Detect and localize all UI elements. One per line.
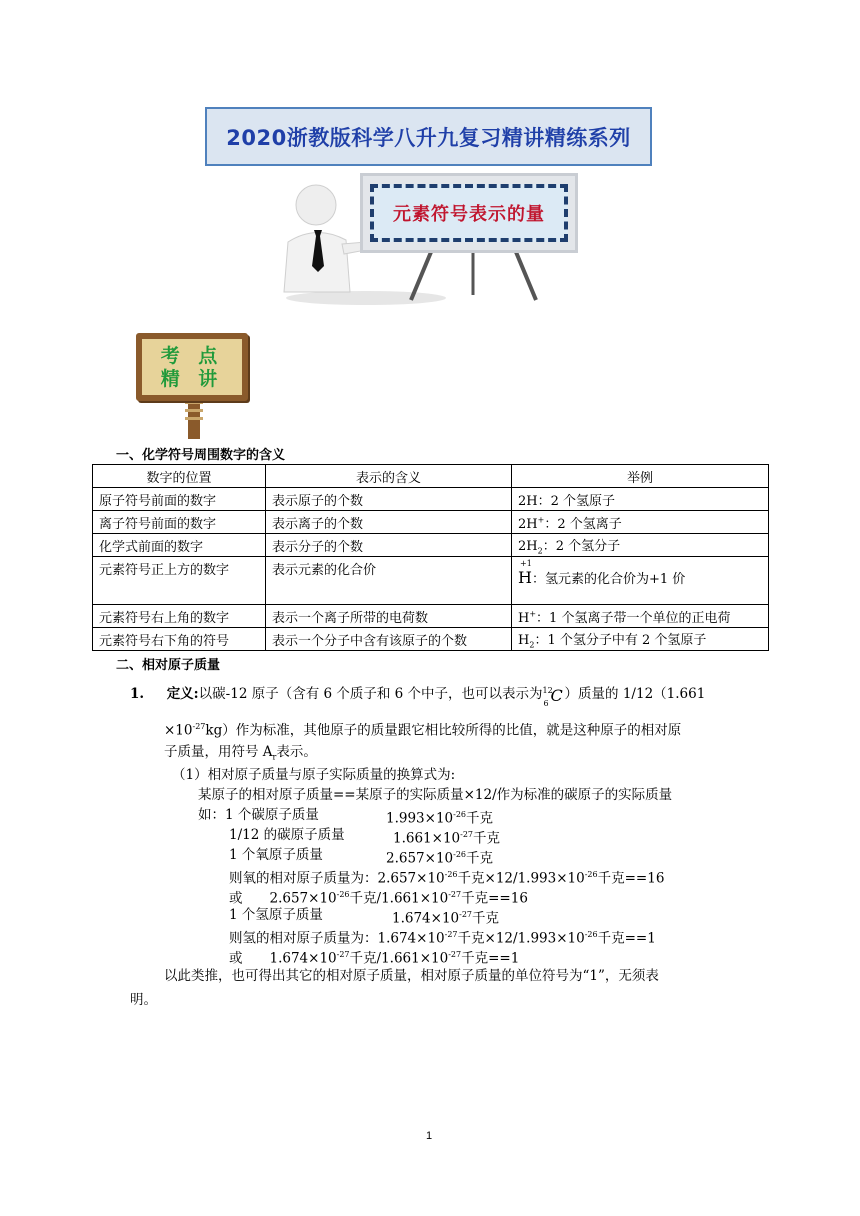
table-cell: 表示离子的个数 bbox=[266, 511, 512, 534]
sign-line-2: 精 讲 bbox=[160, 368, 224, 390]
example-hydrogen-calc: 则氢的相对原子质量为：$1.674\times 10^{-27}$千克$\times 12/1.993\times 10^{-26}$千克==1 bbox=[229, 930, 656, 947]
table-header-row bbox=[93, 465, 769, 488]
example-oxygen-alt: 或 $2.657\times 10^{-26}$千克$/1.661\times 10^{-27}$千克==16 bbox=[229, 890, 528, 907]
example-text: ：2 个氢分子 bbox=[542, 538, 621, 554]
table-header: 数字的位置 bbox=[93, 465, 266, 488]
table-cell: $H_2$：1 个氢分子中有 2 个氢原子 bbox=[512, 628, 769, 651]
title-box bbox=[205, 107, 652, 166]
section-heading-2: 二、相对原子质量 bbox=[116, 658, 221, 673]
page-title: 2020浙教版科学八升九复习精讲精练系列 bbox=[226, 125, 631, 150]
table-cell: 表示一个离子所带的电荷数 bbox=[266, 605, 512, 628]
table-row bbox=[93, 488, 769, 511]
example-text: ：1 个氢离子带一个单位的正电荷 bbox=[536, 610, 731, 626]
example-text: ：1 个氢分子中有 2 个氢原子 bbox=[534, 632, 707, 648]
board bbox=[360, 173, 578, 253]
board-title: 元素符号表示的量 bbox=[393, 204, 545, 225]
sign-line-1: 考 点 bbox=[160, 345, 224, 367]
table-row bbox=[93, 557, 769, 605]
table-cell: 元素符号右上角的数字 bbox=[93, 605, 266, 628]
table-cell: 化学式前面的数字 bbox=[93, 534, 266, 557]
example-oxygen: 1 个氧原子质量 bbox=[229, 847, 323, 863]
example-hydrogen: 1 个氢原子质量 bbox=[229, 907, 323, 923]
table-cell: +1 H：氢元素的化合价为+1 价 bbox=[512, 557, 769, 605]
table-row bbox=[93, 628, 769, 651]
table-cell: 表示一个分子中含有该原子的个数 bbox=[266, 628, 512, 651]
example-carbon-value: $1.993\times 10^{-26}$千克 bbox=[386, 810, 494, 827]
definition-number: 1. bbox=[130, 686, 145, 702]
definition-line-2: $\times 10^{-27}kg$）作为标准，其他原子的质量跟它相比较所得的比值，就是这种原子的相对原 bbox=[164, 722, 682, 739]
example-carbon: 如：1 个碳原子质量 bbox=[198, 807, 319, 823]
conclusion-line-1: 以此类推，也可得出其它的相对原子质量，相对原子质量的单位符号为“1”，无须表 bbox=[164, 968, 659, 984]
table-cell: 2H+：2 个氢离子 bbox=[512, 511, 769, 534]
carbon-12-notation: 12 6 C bbox=[542, 685, 563, 708]
definition-label: 定义: bbox=[166, 686, 199, 702]
table-cell: 元素符号正上方的数字 bbox=[93, 557, 266, 605]
table-cell: 表示原子的个数 bbox=[266, 488, 512, 511]
table-cell: 原子符号前面的数字 bbox=[93, 488, 266, 511]
table-cell: 离子符号前面的数字 bbox=[93, 511, 266, 534]
board-frame bbox=[370, 184, 568, 242]
table-cell: 2H：2 个氢原子 bbox=[512, 488, 769, 511]
formula: 某原子的相对原子质量==某原子的实际质量×12/作为标准的碳原子的实际质量 bbox=[198, 787, 673, 803]
page-number: 1 bbox=[426, 1130, 433, 1142]
example-one-twelfth-value: $1.661\times 10^{-27}$千克 bbox=[393, 830, 501, 847]
subsection-1: （1）相对原子质量与原子实际质量的换算式为: bbox=[172, 767, 456, 783]
example-text: ：2 个氢离子 bbox=[544, 516, 622, 532]
table-row bbox=[93, 534, 769, 557]
table-cell: 表示分子的个数 bbox=[266, 534, 512, 557]
table-cell: $2H_2$：2 个氢分子 bbox=[512, 534, 769, 557]
symbol-number-table bbox=[92, 464, 769, 651]
definition-line-1: 1. 定义:以碳-12 原子（含有 6 个质子和 6 个中子，也可以表示为 12 6 C ）质量的 1/12（1.661 bbox=[130, 685, 706, 708]
example-hydrogen-value: $1.674\times 10^{-27}$千克 bbox=[392, 910, 500, 927]
conclusion-line-2: 明。 bbox=[130, 992, 157, 1008]
example-oxygen-value: $2.657\times 10^{-26}$千克 bbox=[386, 850, 494, 867]
example-oxygen-calc: 则氧的相对原子质量为：$2.657\times 10^{-26}$千克$\times 12/1.993\times 10^{-26}$千克==16 bbox=[229, 870, 665, 887]
section-heading-1: 一、化学符号周围数字的含义 bbox=[116, 448, 286, 463]
table-header: 举例 bbox=[512, 465, 769, 488]
kaodian-sign bbox=[136, 333, 248, 401]
table-row bbox=[93, 605, 769, 628]
table-row bbox=[93, 511, 769, 534]
definition-line-3: 子质量，用符号 $A_r$表示。 bbox=[164, 744, 317, 762]
example-text: ：氢元素的化合价为+1 价 bbox=[531, 572, 686, 587]
sign-post bbox=[180, 395, 208, 440]
table-cell: H+：1 个氢离子带一个单位的正电荷 bbox=[512, 605, 769, 628]
example-one-twelfth: 1/12 的碳原子质量 bbox=[229, 827, 345, 843]
table-header: 表示的含义 bbox=[266, 465, 512, 488]
example-hydrogen-alt: 或 $1.674\times 10^{-27}$千克$/1.661\times 10^{-27}$千克==1 bbox=[229, 950, 520, 967]
easel-leg bbox=[411, 252, 431, 300]
table-cell: 元素符号右下角的符号 bbox=[93, 628, 266, 651]
table-cell: 表示元素的化合价 bbox=[266, 557, 512, 605]
